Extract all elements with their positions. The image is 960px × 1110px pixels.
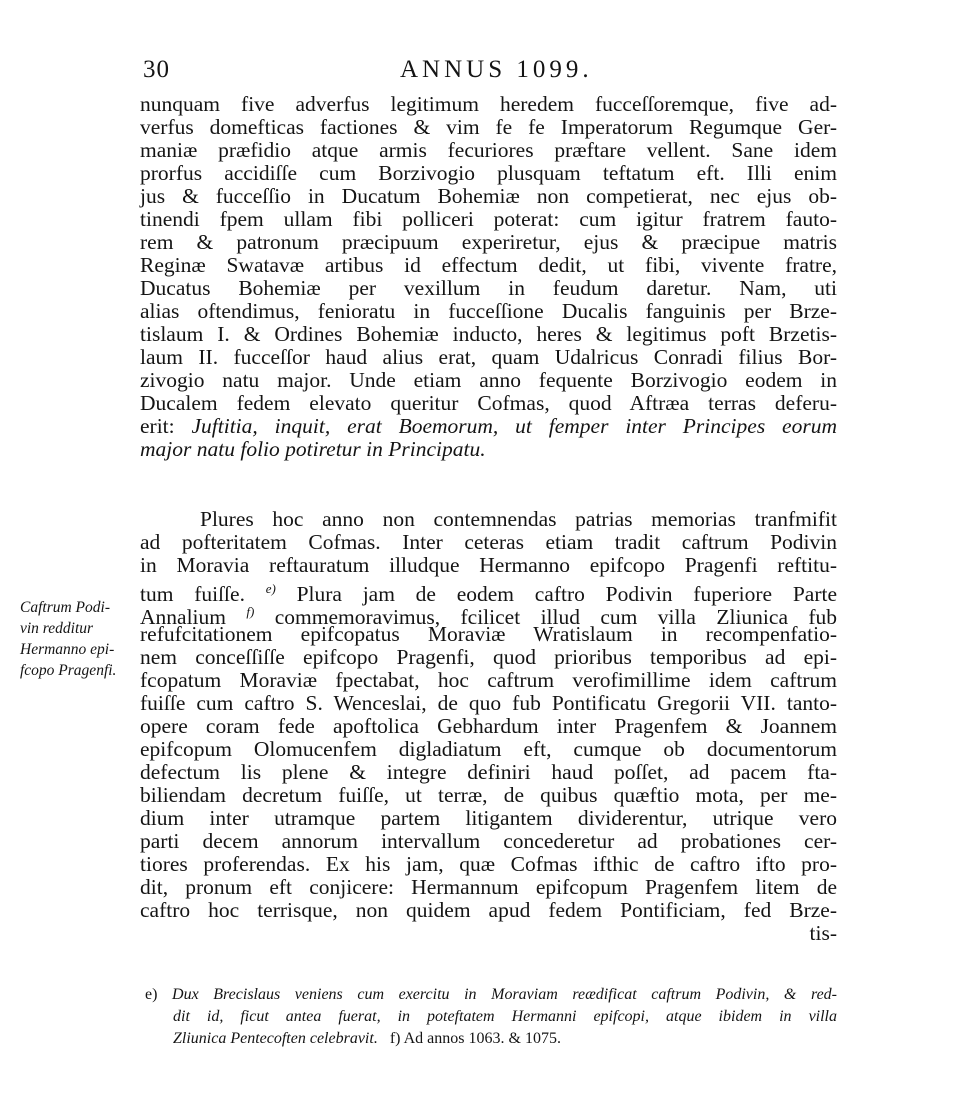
catchword: tis-	[809, 921, 837, 945]
running-head: ANNUS 1099.	[400, 56, 593, 83]
footnote-e	[145, 984, 837, 1006]
marginal-note	[20, 597, 140, 681]
text-line: defectum lis plene & integre definiri haud poſſet, ad pacem fta-	[140, 760, 837, 784]
text-line: prorfus accidiſſe cum Borzivogio plusquam teftatum eft. Illi enim	[140, 161, 837, 185]
text-line: ad pofteritatem Cofmas. Inter ceteras etiam tradit caftrum Podivin	[140, 530, 837, 554]
marginal-note-line: Caftrum Podi-	[20, 599, 110, 616]
text-line: alias oftendimus, fenioratu in fucceſſione Ducalis fanguinis per Brze-	[140, 299, 837, 323]
text-line: Plures hoc anno non contemnendas patrias memorias tranfmifit	[200, 507, 837, 531]
text-line: jus & fucceſſio in Ducatum Bohemiæ non competierat, nec ejus ob-	[140, 184, 837, 208]
footnote-text: Zliunica Pentecoften celebravit.	[173, 1030, 378, 1047]
paragraph-2	[140, 508, 837, 945]
text-line: biliendam decretum fuiſſe, ut terræ, de quibus quæftio mota, per me-	[140, 783, 837, 807]
text-fragment: erit:	[140, 414, 175, 438]
footnote-text: dit id, ficut antea fuerat, in poteftatem Hermanni epifcopi, atque ibidem in villa	[173, 1008, 837, 1025]
cosmas-quote: Juftitia, inquit, erat Boemorum, ut femper inter Principes eorum	[191, 414, 837, 438]
footnote-f-marker: f)	[389, 1030, 401, 1047]
text-line: epifcopum Olomucenfem digladiatum eft, cumque ob documentorum	[140, 737, 837, 761]
footnote-line	[145, 1028, 837, 1050]
text-line: tislaum I. & Ordines Bohemiæ inducto, heres & legitimus poft Brzetis-	[140, 322, 837, 346]
text-line: Ducatus Bohemiæ per vexillum in feudum daretur. Nam, uti	[140, 276, 837, 300]
text-line: nem conceſſiſſe epifcopo Pragenfi, quod prioribus temporibus ad epi-	[140, 645, 837, 669]
marginal-note-line: fcopo Pragenfi.	[20, 662, 117, 679]
text-line: rem & patronum præcipuum experiretur, ejus & præcipue matris	[140, 230, 837, 254]
text-line: tiores proferendas. Ex his jam, quæ Cofmas ifthic de caftro ifto pro-	[140, 852, 837, 876]
text-line: opere coram fede apoftolica Gebhardum inter Pragenfem & Joannem	[140, 714, 837, 738]
text-line-with-quote	[140, 415, 837, 438]
footnote-text: Dux Brecislaus veniens cum exercitu in Moraviam reædificat caftrum Podivin, & red-	[172, 986, 838, 1003]
text-fragment: Annalium	[140, 605, 226, 630]
text-line: refufcitationem epifcopatus Moraviæ Wratislaum in recompenfatio-	[140, 622, 837, 646]
text-line: in Moravia reftauratum illudque Hermanno epifcopo Pragenfi reftitu-	[140, 553, 837, 577]
text-fragment: tum fuiſſe.	[140, 582, 245, 607]
text-line: fcopatum Moraviæ fpectabat, hoc caftrum verofimillime idem caftrum	[140, 668, 837, 692]
text-line: major natu folio potiretur in Principatu.	[140, 437, 486, 461]
text-line: laum II. fucceſſor haud alius erat, quam Udalricus Conradi filius Bor-	[140, 345, 837, 369]
text-line: caftro hoc terrisque, non quidem apud fedem Pontificiam, fed Brze-	[140, 898, 837, 922]
text-line-with-note	[140, 600, 838, 630]
text-line: verfus domefticas factiones & vim fe fe Imperatorum Regumque Ger-	[140, 115, 837, 139]
text-line: parti decem annorum intervallum concederetur ad probationes cer-	[140, 829, 837, 853]
text-line: Reginæ Swatavæ artibus id effectum dedit, ut fibi, vivente fratre,	[140, 253, 837, 277]
text-line: nunquam five adverfus legitimum heredem fucceſſoremque, five ad-	[140, 92, 837, 116]
text-fragment: commemoravimus, fcilicet illud cum villa Zliunica fub	[274, 605, 838, 630]
text-line: zivogio natu major. Unde etiam anno fequente Borzivogio eodem in	[140, 368, 837, 392]
text-line-with-note	[140, 577, 837, 607]
text-fragment: Plura jam de eodem caftro Podivin fuperiore Parte	[296, 582, 837, 607]
text-line: Ducalem fedem elevato queritur Cofmas, quod Aftræa terras deferu-	[140, 391, 837, 415]
text-line: tinendi fpem ullam fibi polliceri poterat: cum igitur fratrem fauto-	[140, 207, 837, 231]
footnotes	[145, 984, 837, 1050]
marginal-note-line: Hermanno epi-	[20, 641, 115, 658]
footnote-e-marker: e)	[145, 986, 158, 1003]
footnote-marker-e[interactable]: e)	[265, 581, 276, 596]
text-line: maniæ præfidio atque armis fecuriores præftare vellent. Sane idem	[140, 138, 837, 162]
marginal-note-line: vin redditur	[20, 620, 94, 637]
footnote-f-text: Ad annos 1063. & 1075.	[403, 1030, 561, 1047]
page-number: 30	[143, 56, 170, 83]
text-line: dium inter utramque partem litigantem dividerentur, utrique vero	[140, 806, 837, 830]
paragraph-1	[140, 93, 837, 461]
text-line: dit, pronum eft conjicere: Hermannum epifcopum Pragenfem litem de	[140, 875, 837, 899]
text-line: fuiſſe cum caftro S. Wenceslai, de quo fub Pontificatu Gregorii VII. tanto-	[140, 691, 837, 715]
footnote-marker-f[interactable]: f)	[246, 604, 255, 619]
